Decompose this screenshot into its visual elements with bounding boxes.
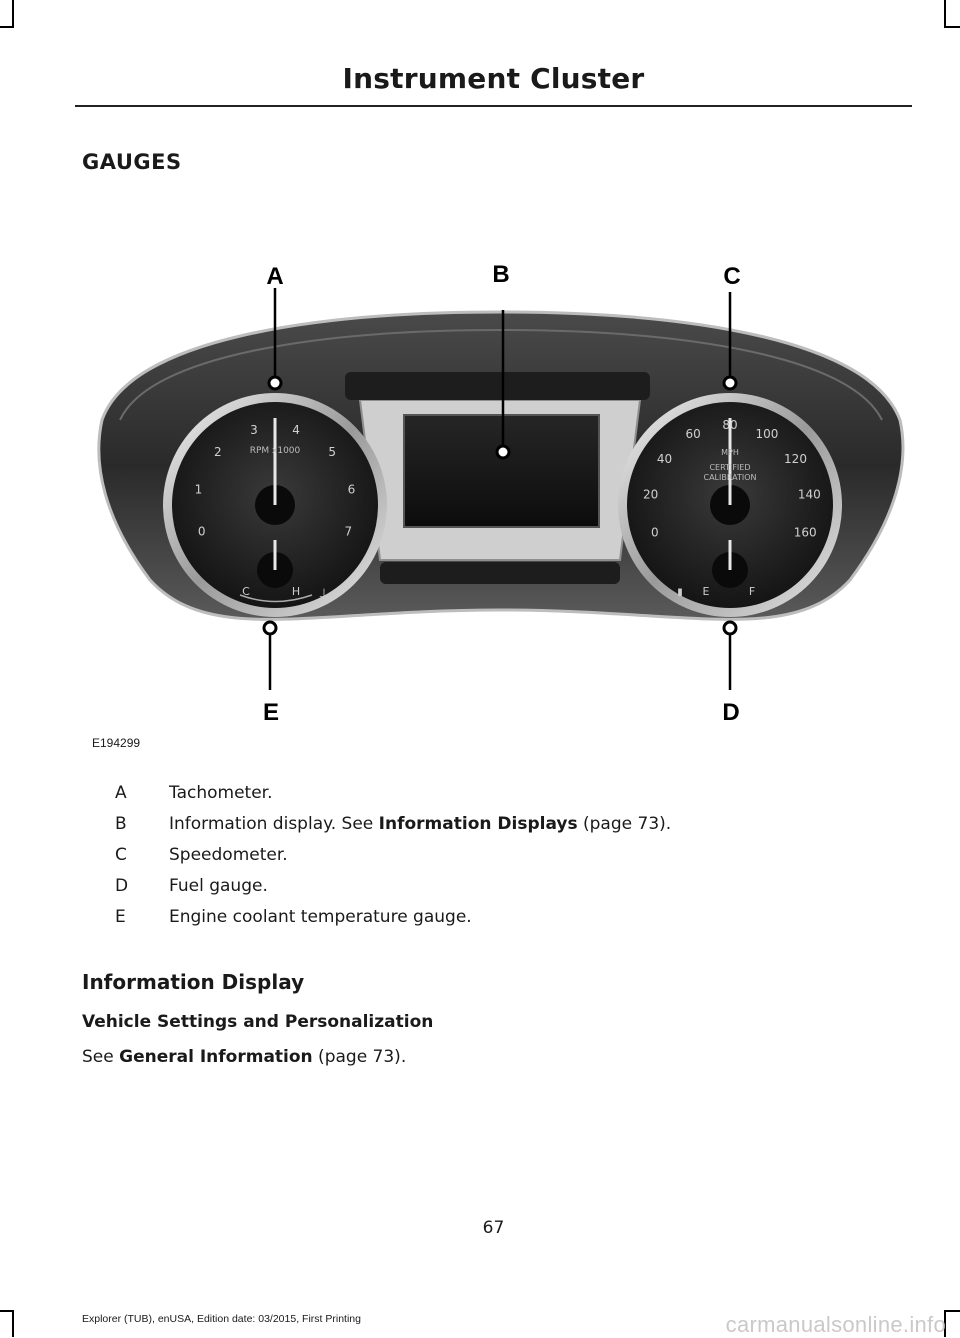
fuel-full-label: F: [748, 585, 756, 598]
header-divider: [75, 105, 912, 107]
speedometer-tick-40: 40: [656, 452, 673, 467]
speedometer-tick-140: 140: [797, 487, 821, 502]
page-number: 67: [482, 1218, 505, 1238]
legend-item: [82, 845, 882, 876]
temp-cold-label: C: [242, 585, 250, 598]
coolant-temp-icon: ⊥: [318, 586, 330, 600]
speedometer-tick-20: 20: [643, 487, 659, 502]
tachometer-tick-1: 1: [194, 482, 203, 497]
legend-text: Speedometer.: [169, 845, 288, 865]
fuel-empty-label: E: [702, 585, 710, 598]
temp-hot-label: H: [291, 585, 301, 598]
tachometer-tick-6: 6: [347, 482, 356, 497]
callout-d-label: D: [722, 699, 740, 726]
general-information-link[interactable]: General Information: [119, 1047, 313, 1067]
legend-key: D: [115, 876, 129, 896]
tachometer-tick-7: 7: [344, 524, 353, 539]
cross-reference: [82, 1047, 406, 1067]
information-display-screen: [404, 415, 599, 527]
tachometer-unit-label: RPM x1000: [249, 446, 301, 456]
legend-item: [82, 814, 882, 845]
legend-text: Fuel gauge.: [169, 876, 268, 896]
legend-key: B: [115, 814, 127, 834]
cross-reference-prefix: See: [82, 1047, 120, 1067]
certified-label: CERTIFIED: [709, 463, 751, 472]
subsection-heading: Information Display: [82, 970, 305, 994]
tachometer-tick-5: 5: [328, 444, 337, 459]
legend-key: C: [115, 845, 127, 865]
callout-b-label: B: [492, 261, 510, 288]
tachometer-tick-4: 4: [292, 422, 300, 437]
callout-e-dot: [264, 622, 276, 634]
information-displays-link[interactable]: Information Displays: [378, 814, 578, 834]
speedometer-tick-120: 120: [784, 452, 807, 467]
speedometer-tick-80: 80: [722, 418, 738, 432]
tachometer-tick-0: 0: [197, 524, 206, 539]
watermark: carmanualsonline.info: [725, 1312, 946, 1337]
subsubsection-heading: Vehicle Settings and Personalization: [82, 1012, 434, 1032]
fuel-pump-icon: ▮: [677, 587, 683, 598]
speedometer-unit-label: MPH: [721, 448, 739, 457]
callout-a-dot: [269, 377, 281, 389]
tachometer-tick-3: 3: [250, 422, 258, 437]
crop-mark: [12, 0, 14, 28]
tachometer-tick-2: 2: [213, 444, 222, 459]
crop-mark: [0, 26, 14, 28]
speedometer-tick-60: 60: [685, 427, 701, 441]
legend-key: A: [115, 783, 127, 803]
footer-edition-text: Explorer (TUB), enUSA, Edition date: 03/2015, First Printing: [82, 1313, 361, 1325]
legend-text-suffix: (page 73).: [577, 814, 672, 834]
legend-item: [82, 783, 882, 814]
legend-item: [82, 876, 882, 907]
crop-mark: [0, 1310, 14, 1312]
crop-mark: [944, 26, 960, 28]
legend-key: E: [115, 907, 126, 927]
callout-c-dot: [724, 377, 736, 389]
crop-mark: [944, 1310, 960, 1312]
legend-text: Engine coolant temperature gauge.: [169, 907, 472, 927]
top-vent: [345, 372, 650, 400]
callout-a-label: A: [266, 263, 284, 290]
bottom-vent: [380, 562, 620, 584]
speedometer-tick-100: 100: [755, 427, 779, 441]
legend-item: [82, 907, 882, 938]
legend-text: Tachometer.: [169, 783, 273, 803]
crop-mark: [944, 0, 946, 28]
tachometer: [163, 393, 387, 617]
section-heading: GAUGES: [82, 150, 182, 174]
figure-legend: [82, 783, 882, 938]
crop-mark: [12, 1310, 14, 1337]
speedometer-tick-0: 0: [650, 525, 659, 540]
callout-c-label: C: [723, 263, 741, 290]
instrument-cluster-illustration: [90, 250, 910, 730]
cross-reference-suffix: (page 73).: [312, 1047, 407, 1067]
callout-d-dot: [724, 622, 736, 634]
legend-text: [169, 814, 671, 834]
figure-reference-code: E194299: [92, 736, 141, 750]
speedometer-tick-160: 160: [793, 525, 817, 540]
callout-b-dot: [497, 446, 509, 458]
callout-e-label: E: [262, 699, 280, 726]
legend-text-prefix: Information display. See: [169, 814, 379, 834]
page-header-title: Instrument Cluster: [342, 62, 645, 95]
calibration-label: CALIBRATION: [703, 473, 757, 482]
